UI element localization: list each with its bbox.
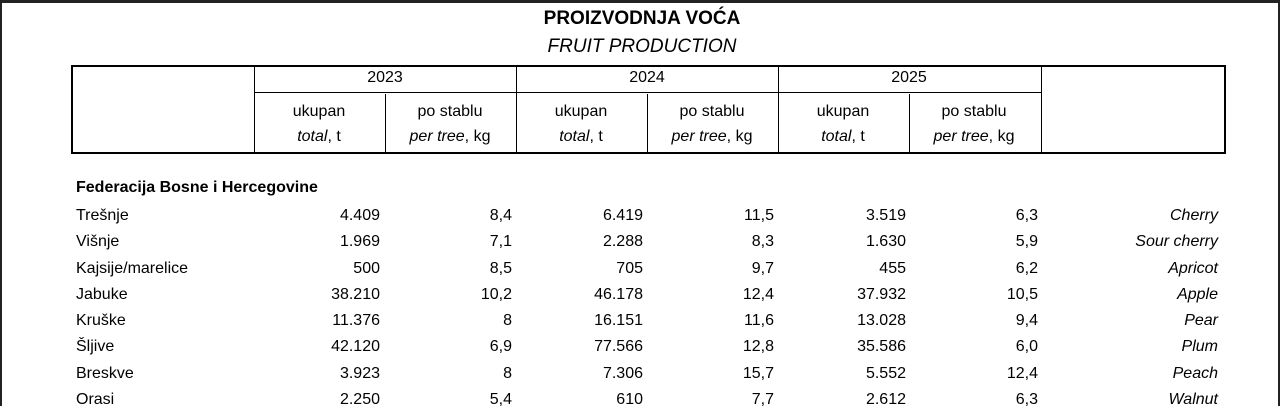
table-cell: 1.630: [865, 233, 906, 251]
column-header-label-en: per tree, kg: [409, 128, 491, 145]
table-cell: 5.552: [865, 364, 906, 382]
column-header-label: po stablu: [417, 103, 483, 120]
row-label: Jabuke: [76, 285, 128, 303]
column-header-label-en: total, t: [297, 128, 341, 145]
table-cell: 77.566: [594, 338, 643, 356]
column-divider: [1041, 67, 1042, 152]
table-cell: 2.250: [339, 391, 380, 409]
year-header: 2024: [629, 69, 665, 86]
table-cell: 6,2: [1015, 259, 1038, 277]
row-label-en: Apple: [1177, 285, 1218, 303]
table-row: [2, 229, 1280, 255]
column-header-label: ukupan: [554, 103, 608, 120]
header-divider: [254, 92, 1041, 93]
row-label-en: Apricot: [1168, 259, 1218, 277]
page-subtitle: FRUIT PRODUCTION: [547, 36, 737, 57]
table-cell: 6.419: [602, 207, 643, 224]
table-row: [2, 334, 1280, 360]
table-cell: 5,4: [489, 391, 512, 409]
table-cell: 35.586: [857, 338, 906, 356]
table-cell: 2.612: [865, 391, 906, 409]
row-label-en: Cherry: [1169, 207, 1218, 224]
row-label: Šljive: [76, 338, 115, 356]
table-cell: 12,4: [1006, 364, 1038, 382]
table-cell: 9,4: [1015, 312, 1038, 330]
table-cell: 6,0: [1015, 338, 1038, 356]
table-cell: 610: [616, 391, 643, 409]
year-header: 2023: [367, 69, 403, 86]
table-row: [2, 203, 1280, 229]
table-cell: 2.288: [602, 233, 643, 251]
table-cell: 12,4: [742, 285, 774, 303]
table-cell: 8: [503, 312, 512, 330]
table-cell: 7,7: [751, 391, 774, 409]
row-label-en: Sour cherry: [1135, 233, 1218, 251]
table-cell: 37.932: [857, 285, 906, 303]
table-cell: 1.969: [339, 233, 380, 251]
column-header-label: ukupan: [816, 103, 870, 120]
table-cell: 8,3: [751, 233, 774, 251]
table-cell: 10,2: [480, 285, 512, 303]
table-cell: 5,9: [1015, 233, 1038, 251]
region-heading: Federacija Bosne i Hercegovine: [76, 179, 318, 196]
table-cell: 4.409: [339, 207, 380, 224]
table-cell: 13.028: [857, 312, 906, 330]
table-row: [2, 308, 1280, 334]
row-label-en: Peach: [1172, 364, 1218, 382]
table-cell: 11,6: [744, 312, 774, 330]
row-label-en: Walnut: [1168, 391, 1218, 409]
row-label: Kruške: [76, 312, 126, 330]
row-label-en: Pear: [1184, 312, 1218, 330]
table-cell: 10,5: [1006, 285, 1038, 303]
row-label-en: Plum: [1181, 338, 1218, 356]
table-header: [71, 65, 1226, 154]
column-header-label: po stablu: [679, 103, 745, 120]
table-cell: 7,1: [489, 233, 512, 251]
page-title: PROIZVODNJA VOĆA: [543, 8, 741, 29]
table-cell: 500: [353, 259, 380, 277]
table-row: [2, 256, 1280, 282]
column-header-label-en: total, t: [821, 128, 865, 145]
table-cell: 3.923: [339, 364, 380, 382]
table-cell: 46.178: [594, 285, 643, 303]
table-cell: 42.120: [331, 338, 380, 356]
table-cell: 8,4: [489, 207, 512, 224]
column-header-label-en: total, t: [559, 128, 603, 145]
column-header-label: po stablu: [941, 103, 1007, 120]
row-label: Breskve: [76, 364, 134, 382]
column-header-label: ukupan: [292, 103, 346, 120]
table-cell: 9,7: [751, 259, 774, 277]
table-cell: 7.306: [602, 364, 643, 382]
table-cell: 38.210: [331, 285, 380, 303]
row-label: Kajsije/marelice: [76, 259, 189, 277]
table-cell: 6,3: [1015, 207, 1038, 224]
table-cell: 455: [879, 259, 906, 277]
year-header: 2025: [891, 69, 927, 86]
table-cell: 15,7: [742, 364, 774, 382]
column-header-label-en: per tree, kg: [671, 128, 753, 145]
row-label: Višnje: [76, 233, 120, 251]
table-row: [2, 282, 1280, 308]
table-row: [2, 387, 1280, 413]
table-body: [2, 203, 1280, 413]
row-label: Trešnje: [76, 207, 129, 224]
table-cell: 3.519: [865, 207, 906, 224]
table-row: [2, 361, 1280, 387]
column-header-label-en: per tree, kg: [933, 128, 1015, 145]
table-cell: 8,5: [489, 259, 512, 277]
table-cell: 11.376: [332, 312, 380, 330]
row-label: Orasi: [76, 391, 115, 409]
table-cell: 12,8: [742, 338, 774, 356]
table-cell: 6,3: [1015, 391, 1038, 409]
table-cell: 11,5: [744, 207, 774, 224]
table-cell: 6,9: [489, 338, 512, 356]
table-cell: 8: [503, 364, 512, 382]
table-cell: 16.151: [594, 312, 643, 330]
table-cell: 705: [616, 259, 643, 277]
